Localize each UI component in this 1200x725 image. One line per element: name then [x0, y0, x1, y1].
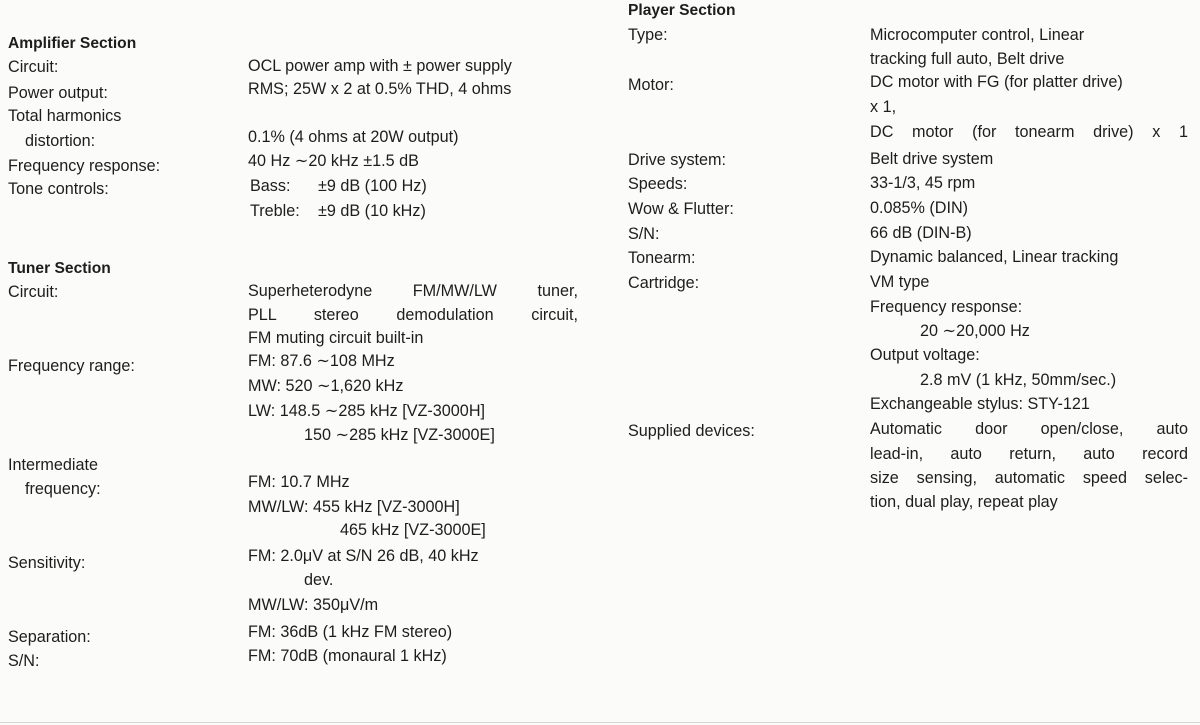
- tuner-range-lw-2: 150 ∼285 kHz [VZ-3000E]: [304, 426, 495, 444]
- player-tonearm-value: Dynamic balanced, Linear tracking: [870, 248, 1119, 266]
- page-bottom-edge: [0, 722, 1200, 723]
- amp-thd-value: 0.1% (4 ohms at 20W output): [248, 128, 459, 146]
- player-type-value-2: tracking full auto, Belt drive: [870, 50, 1065, 68]
- amp-treble-value: ±9 dB (10 kHz): [318, 202, 426, 220]
- tuner-sens-fm: FM: 2.0μV at S/N 26 dB, 40 kHz: [248, 547, 479, 565]
- player-cart-out-value: 2.8 mV (1 kHz, 50mm/sec.): [920, 371, 1117, 389]
- player-speeds-label: Speeds:: [628, 175, 688, 193]
- player-cart-freq-value: 20 ∼20,000 Hz: [920, 322, 1030, 340]
- player-drive-label: Drive system:: [628, 151, 727, 169]
- tuner-sn-value: FM: 70dB (monaural 1 kHz): [248, 647, 447, 665]
- player-supplied-2: lead-in, auto return, auto record: [870, 445, 1188, 463]
- amp-tone-label: Tone controls:: [8, 180, 109, 198]
- player-cart-freq-label: Frequency response:: [870, 298, 1023, 316]
- tuner-circuit-label: Circuit:: [8, 283, 59, 301]
- player-tonearm-label: Tonearm:: [628, 249, 696, 267]
- tuner-range-mw: MW: 520 ∼1,620 kHz: [248, 377, 404, 395]
- player-type-label: Type:: [628, 26, 668, 44]
- tuner-circuit-value-1: Superheterodyne FM/MW/LW tuner,: [248, 282, 578, 300]
- player-type-value: Microcomputer control, Linear: [870, 26, 1085, 44]
- amplifier-heading: Amplifier Section: [8, 35, 137, 52]
- amp-thd-label-cont: distortion:: [25, 132, 96, 150]
- amp-power-label: Power output:: [8, 84, 108, 102]
- amp-freq-value: 40 Hz ∼20 kHz ±1.5 dB: [248, 152, 419, 170]
- amp-power-value: RMS; 25W x 2 at 0.5% THD, 4 ohms: [248, 80, 512, 98]
- tuner-circuit-value-2: PLL stereo demodulation circuit,: [248, 306, 578, 324]
- tuner-if-label-cont: frequency:: [25, 480, 101, 498]
- tuner-if-mwlw-2: 465 kHz [VZ-3000E]: [340, 521, 486, 539]
- player-motor-label: Motor:: [628, 76, 674, 94]
- amp-treble-label: Treble:: [250, 202, 300, 220]
- player-supplied-1: Automatic door open/close, auto: [870, 420, 1188, 438]
- tuner-if-label: Intermediate: [8, 456, 98, 474]
- player-motor-value-2: x 1,: [870, 98, 897, 116]
- player-wow-value: 0.085% (DIN): [870, 199, 969, 217]
- tuner-if-mwlw: MW/LW: 455 kHz [VZ-3000H]: [248, 498, 460, 516]
- player-speeds-value: 33-1/3, 45 rpm: [870, 174, 976, 192]
- player-supplied-3: size sensing, automatic speed selec-: [870, 469, 1188, 487]
- tuner-range-label: Frequency range:: [8, 357, 135, 375]
- tuner-if-fm: FM: 10.7 MHz: [248, 473, 350, 491]
- tuner-sens-label: Sensitivity:: [8, 554, 86, 572]
- player-supplied-4: tion, dual play, repeat play: [870, 493, 1058, 511]
- amp-thd-label: Total harmonics: [8, 107, 122, 125]
- player-cartridge-value: VM type: [870, 273, 930, 291]
- tuner-range-lw: LW: 148.5 ∼285 kHz [VZ-3000H]: [248, 402, 486, 420]
- player-supplied-label: Supplied devices:: [628, 422, 755, 440]
- tuner-sens-mwlw: MW/LW: 350μV/m: [248, 596, 379, 614]
- player-wow-label: Wow & Flutter:: [628, 200, 734, 218]
- tuner-sep-label: Separation:: [8, 628, 91, 646]
- amp-circuit-value: OCL power amp with ± power supply: [248, 57, 512, 75]
- tuner-sep-value: FM: 36dB (1 kHz FM stereo): [248, 623, 453, 641]
- amp-bass-value: ±9 dB (100 Hz): [318, 177, 427, 195]
- player-cartridge-label: Cartridge:: [628, 274, 700, 292]
- tuner-sn-label: S/N:: [8, 652, 40, 670]
- player-cart-out-label: Output voltage:: [870, 346, 980, 364]
- player-heading: Player Section: [628, 2, 736, 19]
- player-motor-value: DC motor with FG (for platter drive): [870, 73, 1123, 91]
- tuner-range-fm: FM: 87.6 ∼108 MHz: [248, 352, 395, 370]
- amp-freq-label: Frequency response:: [8, 157, 161, 175]
- player-sn-label: S/N:: [628, 225, 660, 243]
- tuner-sens-fm-2: dev.: [304, 571, 334, 589]
- player-drive-value: Belt drive system: [870, 150, 994, 168]
- amp-circuit-label: Circuit:: [8, 58, 59, 76]
- player-motor-value-3: DC motor (for tonearm drive) x 1: [870, 123, 1188, 141]
- player-sn-value: 66 dB (DIN-B): [870, 224, 972, 242]
- tuner-heading: Tuner Section: [8, 260, 111, 277]
- amp-bass-label: Bass:: [250, 177, 291, 195]
- tuner-circuit-value-3: FM muting circuit built-in: [248, 329, 424, 347]
- player-cart-stylus: Exchangeable stylus: STY-121: [870, 395, 1090, 413]
